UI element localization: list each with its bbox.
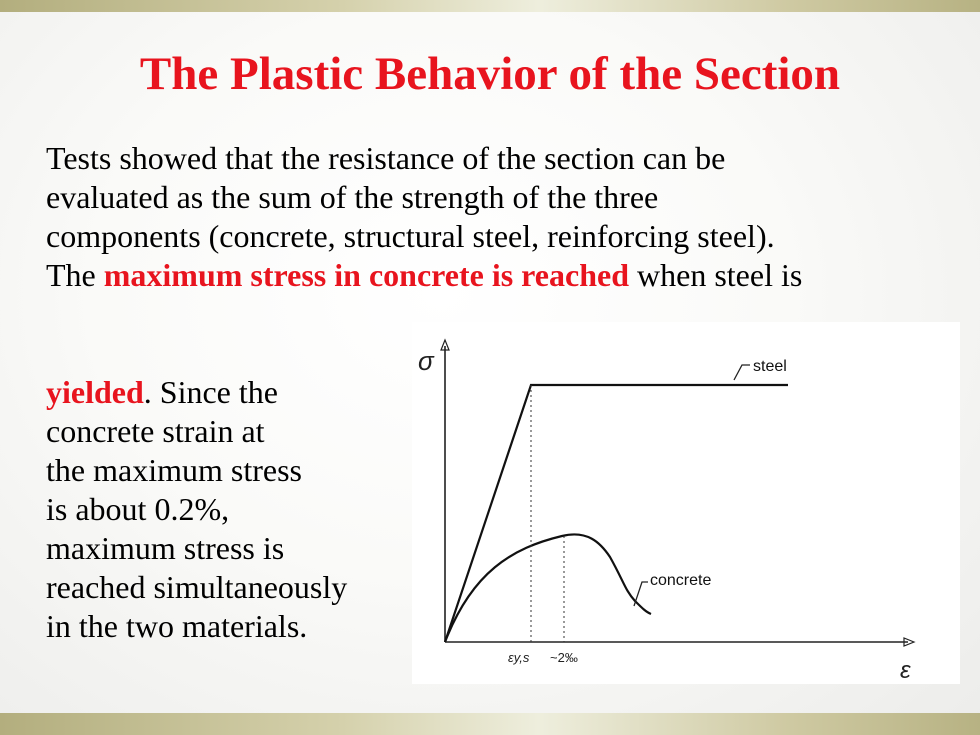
steel-label: steel	[753, 358, 787, 375]
side-line-4: is about 0.2%,	[46, 491, 230, 527]
slide-title: The Plastic Behavior of the Section	[139, 48, 841, 100]
concrete-label: concrete	[650, 572, 712, 589]
paragraph-line-1: Tests showed that the resistance of the section can be	[46, 140, 726, 176]
peak-strain-tick-label: ~2‰	[550, 650, 578, 665]
line-4-prefix: The	[46, 257, 104, 293]
paragraph-line-2: evaluated as the sum of the strength of the three	[46, 179, 659, 215]
side-line-1-rest: . Since the	[143, 374, 278, 410]
side-line-yielded	[46, 373, 406, 412]
intro-paragraph	[46, 139, 956, 295]
sigma-label: σ	[418, 346, 434, 376]
steel-leader-line	[734, 365, 750, 380]
bottom-decorative-band	[0, 713, 980, 735]
epsilon-label: ε	[900, 657, 911, 684]
highlight-yielded: yielded	[46, 374, 144, 410]
stress-strain-diagram	[412, 322, 960, 684]
paragraph-line-3: components (concrete, structural steel, reinforcing steel).	[46, 218, 775, 254]
side-line-3: the maximum stress	[46, 452, 302, 488]
top-decorative-band	[0, 0, 980, 12]
side-line-6: reached simultaneously	[46, 569, 348, 605]
steel-curve	[445, 385, 788, 642]
paragraph-line-4	[46, 256, 956, 295]
stress-strain-svg	[412, 322, 960, 684]
side-text	[46, 373, 406, 646]
side-line-2: concrete strain at	[46, 413, 265, 449]
highlight-max-stress: maximum stress in concrete is reached	[103, 257, 629, 293]
yield-strain-tick-label: εy,s	[508, 650, 530, 665]
side-line-7: in the two materials.	[46, 608, 308, 644]
line-4-suffix: when steel is	[629, 257, 803, 293]
side-line-5: maximum stress is	[46, 530, 285, 566]
